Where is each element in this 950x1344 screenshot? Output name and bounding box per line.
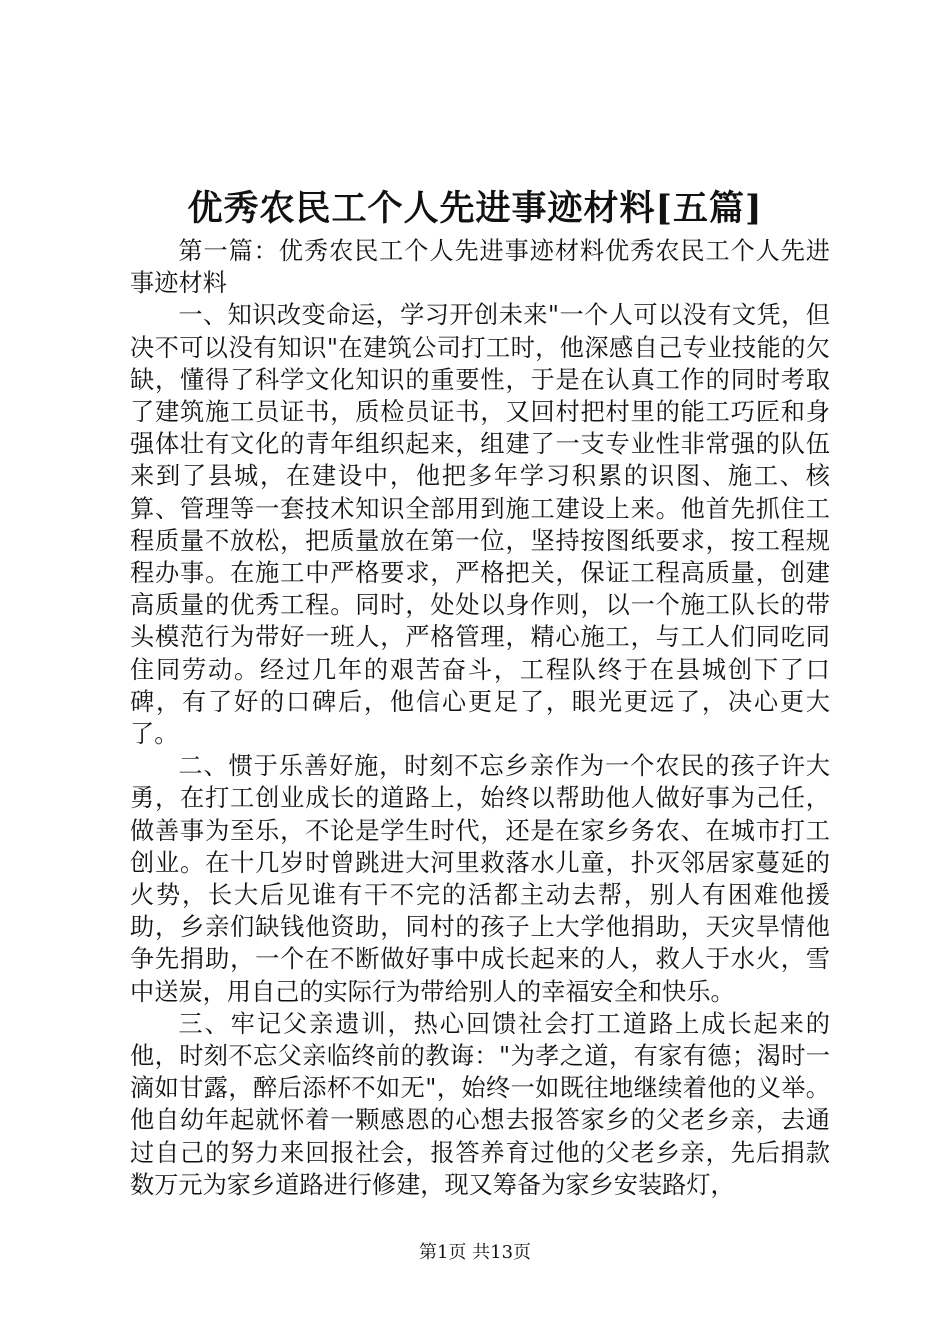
document-body bbox=[130, 235, 830, 1201]
paragraph-3: 二、惯于乐善好施，时刻不忘乡亲作为一个农民的孩子许大勇，在打工创业成长的道路上，始终以帮助他人做好事为己任，做善事为至乐，不论是学生时代，还是在家乡务农、在城市打工创业。在十几岁时曾跳进大河里救落水儿童，扑灭邻居家蔓延的火势，长大后见谁有干不完的活都主动去帮，别人有困难他援助，乡亲们缺钱他资助，同村的孩子上大学他捐助，天灾旱情他争先捐助，一个在不断做好事中成长起来的人，救人于水火，雪中送炭，用自己的实际行为带给别人的幸福安全和快乐。 bbox=[130, 752, 830, 1006]
paragraph-1: 第一篇：优秀农民工个人先进事迹材料优秀农民工个人先进事迹材料 bbox=[130, 237, 830, 298]
paragraph-4: 三、牢记父亲遗训，热心回馈社会打工道路上成长起来的他，时刻不忘父亲临终前的教诲："为孝之道，有家有德；渴时一滴如甘露，醉后添杯不如无"，始终一如既往地继续着他的义举。他自幼年起就怀着一颗感恩的心想去报答家乡的父老乡亲，去通过自己的努力来回报社会，报答养育过他的父老乡亲，先后捐款数万元为家乡道路进行修建，现又筹备为家乡安装路灯， bbox=[130, 1009, 830, 1199]
paragraph-2: 一、知识改变命运，学习开创未来"一个人可以没有文凭，但决不可以没有知识"在建筑公司打工时，他深感自己专业技能的欠缺，懂得了科学文化知识的重要性，于是在认真工作的同时考取了建筑施工员证书，质检员证书，又回村把村里的能工巧匠和身强体壮有文化的青年组织起来，组建了一支专业性非常强的队伍来到了县城，在建设中，他把多年学习积累的识图、施工、核算、管理等一套技术知识全部用到施工建设上来。他首先抓住工程质量不放松，把质量放在第一位，坚持按图纸要求，按工程规程办事。在施工中严格要求，严格把关，保证工程高质量，创建高质量的优秀工程。同时，处处以身作则，以一个施工队长的带头模范行为带好一班人，严格管理，精心施工，与工人们同吃同住同劳动。经过几年的艰苦奋斗，工程队终于在县城创下了口碑，有了好的口碑后，他信心更足了，眼光更远了，决心更大了。 bbox=[130, 301, 830, 749]
page-footer: 第1页 共13页 bbox=[418, 1242, 532, 1263]
document-title: 优秀农民工个人先进事迹材料[五篇] bbox=[187, 188, 763, 229]
